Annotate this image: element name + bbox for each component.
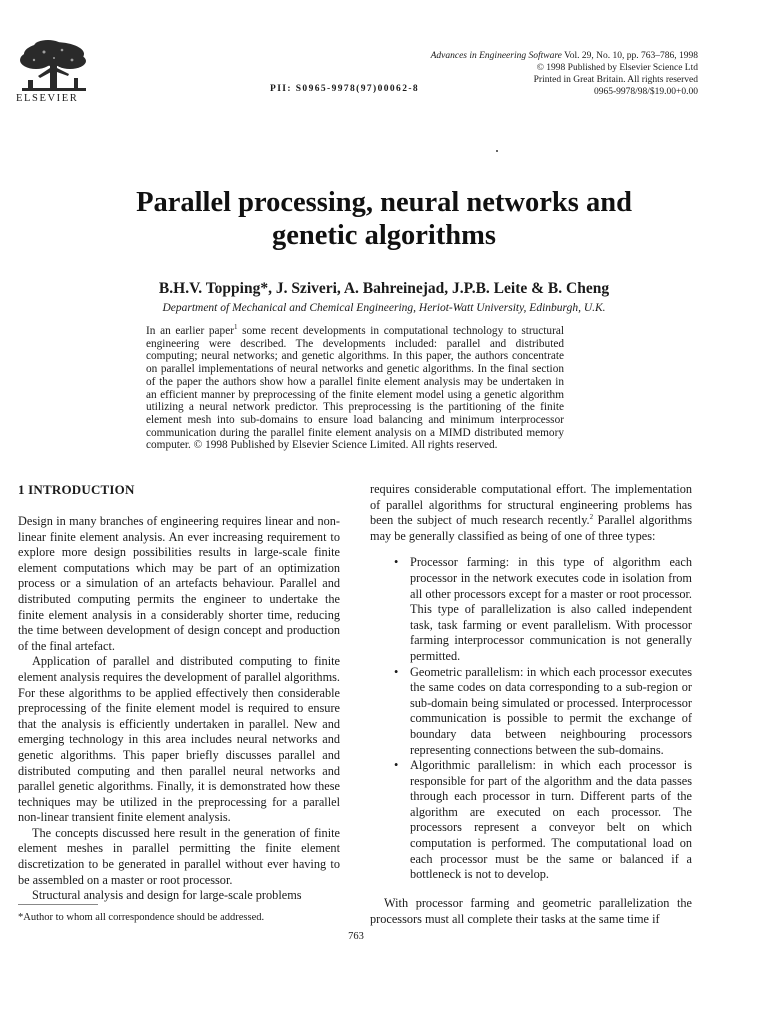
intro-paragraph-2: Application of parallel and distributed computing to finite element analysis requires the development of parallel algorithms. For these algorithms to be applied effectively then considerable preprocessing of the finite element model is required to ensure that the analysis is efficiently undertaken in parallel. New and emerging technology in this area includes neural networks and genetic algorithms. This paper briefly discusses parallel and distributed computing and then parallel neural networks and parallel genetic algorithms. Finally, it is demonstrated how these techniques may be utilized in the preprocessing for a parallel non-linear transient finite element analysis.	[18, 654, 340, 825]
copyright-line: © 1998 Published by Elsevier Science Ltd	[536, 63, 698, 73]
elsevier-tree-logo	[14, 38, 94, 100]
abstract	[146, 325, 564, 452]
affiliation: Department of Mechanical and Chemical Engineering, Heriot-Watt University, Edinburgh, U.K.	[162, 302, 606, 314]
bullet-icon: •	[394, 555, 399, 570]
intro-paragraph-4: Structural analysis and design for large-scale problems	[32, 888, 302, 903]
tree-logo-icon	[14, 38, 94, 100]
title-line-2: genetic algorithms	[272, 220, 496, 251]
publisher-name: ELSEVIER	[16, 93, 79, 104]
reference-2: 2	[589, 513, 594, 522]
journal-citation	[431, 50, 698, 62]
intro-paragraph-1: Design in many branches of engineering requires linear and non-linear finite element analysis. An ever increasing requirement to explore more design possibilities results in large-scale finite element computations which may be part of an optimization process or a simulation of an artefacts behaviour. Parallel and distributed computing permits the engineer to undertake the finite element analysis in a considerably shorter time, reducing the time between development of design concept and production of the final artefact.	[18, 514, 340, 653]
title-line-1: Parallel processing, neural networks and	[136, 187, 632, 218]
page-number: 763	[348, 931, 364, 942]
intro-continuation	[370, 482, 692, 544]
bullet-icon: •	[394, 758, 399, 773]
article-title	[40, 186, 728, 252]
abstract-start: In an earlier paper	[146, 325, 234, 337]
author-list: B.H.V. Topping*, J. Sziveri, A. Bahreinejad, J.P.B. Leite & B. Cheng	[158, 280, 610, 297]
journal-volume: Vol. 29, No. 10, pp. 763–786, 1998	[561, 51, 698, 61]
final-paragraph-text: With processor farming and geometric parallelization the processors must all complete their tasks at the same time if	[370, 896, 692, 926]
intro-paragraph-3: The concepts discussed here result in the generation of finite element meshes in parallel permitting the finite element discretization to be generated in parallel without ever having to be assembled on a master or root processor.	[18, 825, 340, 887]
list-item-text: Algorithmic parallelism: in which each processor is responsible for part of the algorithm and the data passes through each processor in turn. Different parts of the algorithm are executed on each processor. The processors represent a conveyor belt on which computation is performed. The computational load on each processor must be the same or balanced if a bottleneck is not to develop.	[410, 758, 692, 882]
journal-info	[431, 50, 698, 98]
footnote: *Author to whom all correspondence should be addressed.	[18, 912, 265, 923]
list-item	[394, 758, 692, 883]
list-item	[394, 664, 692, 759]
journal-name: Advances in Engineering Software	[430, 51, 562, 61]
parallelism-types-list	[370, 555, 692, 882]
section-heading-introduction: 1 INTRODUCTION	[18, 482, 135, 497]
list-item	[394, 555, 692, 664]
pii-code: PII: S0965-9978(97)00062-8	[270, 84, 420, 94]
printed-line: Printed in Great Britain. All rights reserved	[533, 75, 698, 85]
list-item-text: Processor farming: in this type of algorithm each processor in the network executes code in isolation from all other processors except for a master or root processor. This type of parallelization is also called independent task, task farming or event parallelism. With processor farming interprocessor communication is not generally permitted.	[410, 555, 692, 663]
abstract-body: some recent developments in computational technology to structural engineering were described. The developments included: parallel and distributed computing; neural networks; and genetic algorithms. In this paper, the authors concentrate on parallel implementations of neural networks and genetic algorithms. In the final section of the paper the authors show how a parallel finite element analysis may be undertaken in an efficient manner by preprocessing of the finite element model using a genetic algorithm utilizing a neural network predictor. This preprocessing is the partitioning of the finite element mesh into sub-domains to ensure load balancing and minimum interprocessor communication during the parallel finite element analysis on a MIMD distributed memory computer. © 1998 Published by Elsevier Science Limited. All rights reserved.	[146, 325, 564, 452]
right-column	[370, 482, 692, 883]
continuation-end: Parallel algorithms may be generally classified as being of one of three types:	[370, 513, 692, 543]
list-item-text: Geometric parallelism: in which each processor executes the same codes on data corresponding to a sub-region or sub-domain being simulated or processed. Interprocessor communication is possible to permit the exchange of boundary data between neighbouring processors representing connections between the sub-domains.	[410, 664, 692, 757]
bullet-icon: •	[394, 664, 399, 679]
continuation-start: requires considerable computational effort. The implementation of parallel algorithms for structural engineering problems has been the subject of much research recently.	[370, 482, 692, 528]
final-paragraph	[370, 896, 692, 927]
reference-1: 1	[233, 323, 238, 332]
left-column	[18, 514, 340, 904]
footnote-rule	[18, 904, 98, 905]
speck-mark	[496, 150, 498, 152]
issn-price-line: 0965-9978/98/$19.00+0.00	[593, 87, 698, 97]
